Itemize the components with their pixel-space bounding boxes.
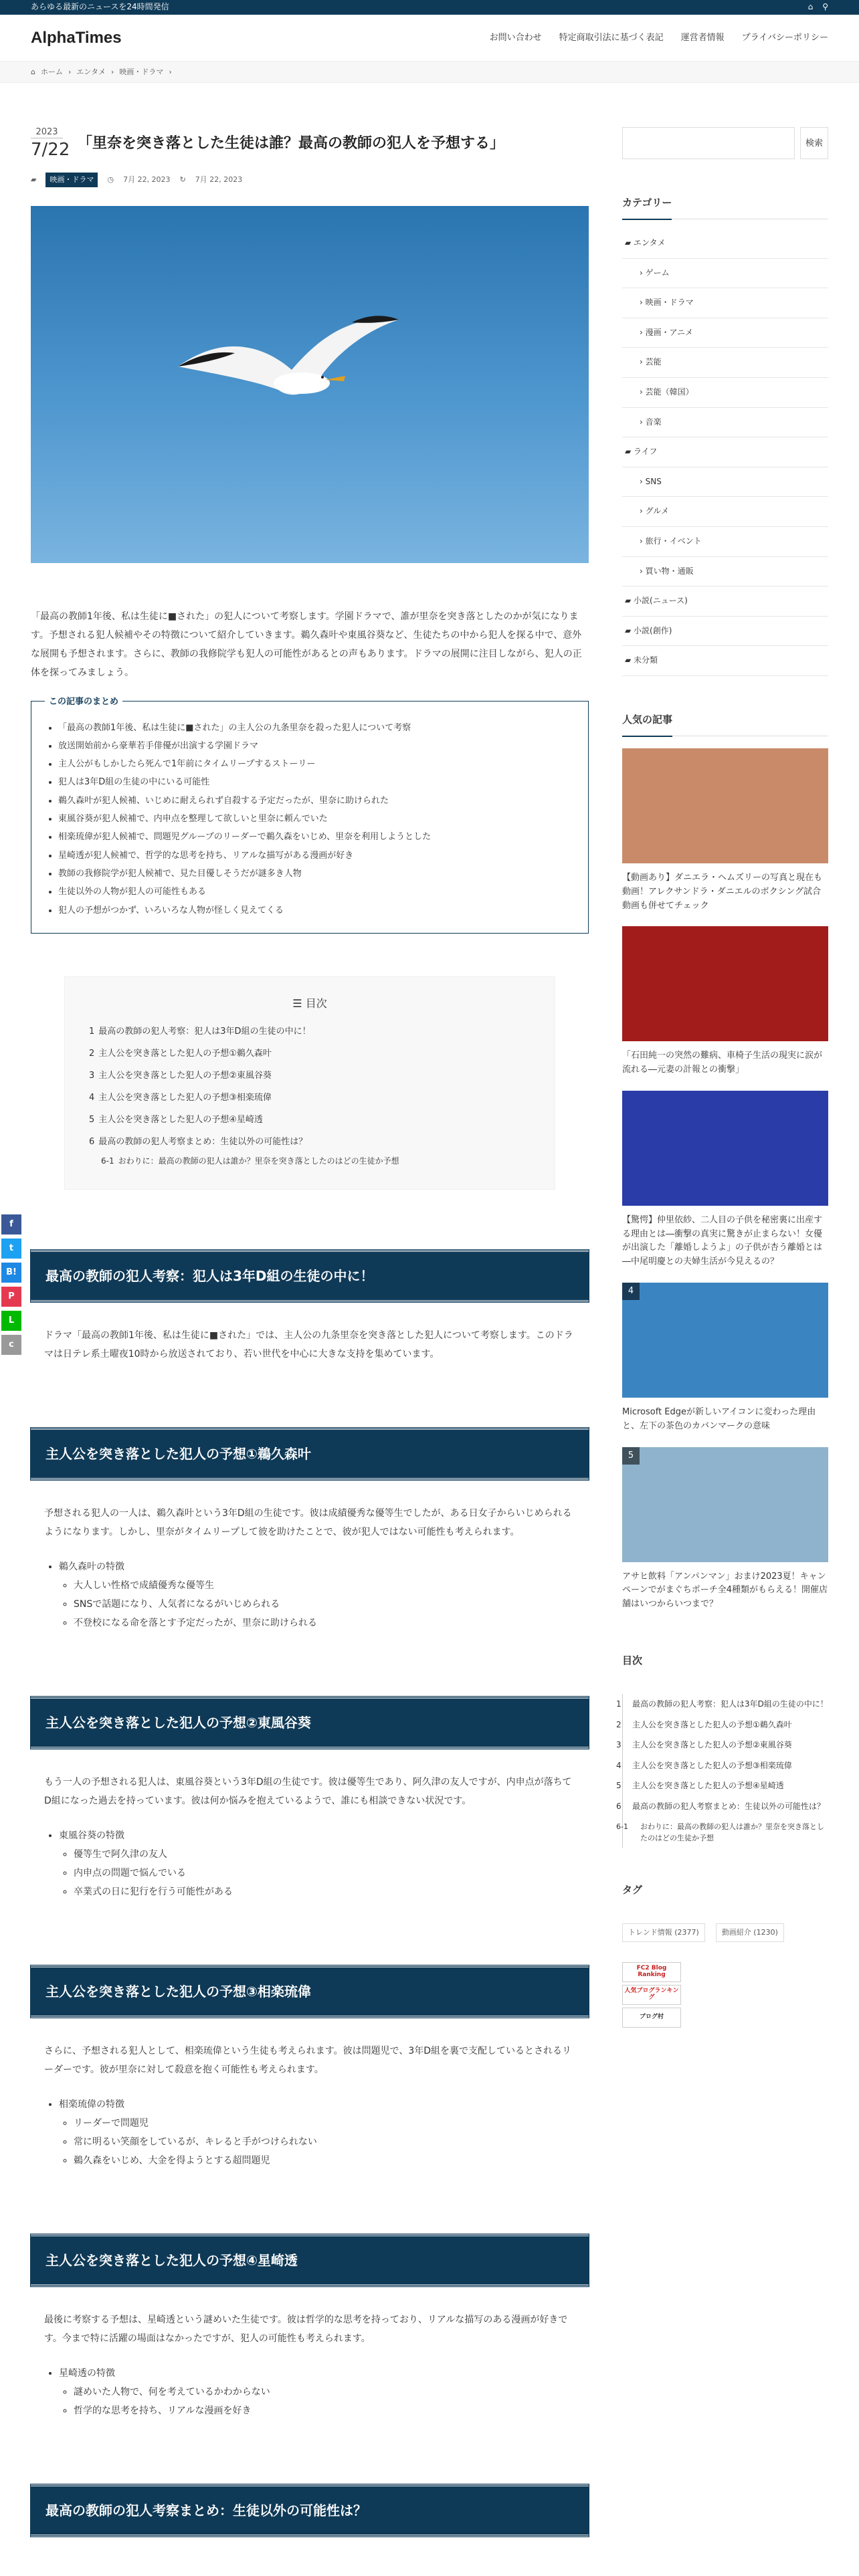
search-icon[interactable]: ⚲: [822, 2, 828, 12]
summary-item: • 星崎透が犯人候補で、哲学的な思考を持ち、リアルな描写がある漫画が好き: [58, 847, 575, 865]
section-text-2: 予想される犯人の一人は、鵜久森叶という3年D組の生徒です。彼は成績優秀な優等生でしたが、ある日女子からいじめられるようになります。しかし、里奈がタイムリープして彼を助けたことで、彼が犯人ではない可能性も考えられます。: [44, 1508, 572, 1538]
popular-thumbnail[interactable]: [622, 1283, 828, 1398]
summary-item: • 放送開始前から豪華若手俳優が出演する学園ドラマ: [58, 737, 575, 755]
sidebar-category-item[interactable]: [622, 318, 828, 348]
post-meta: [31, 173, 589, 187]
toc-number: 3: [89, 1070, 95, 1081]
sidebar-category-item[interactable]: [622, 586, 828, 617]
chevron-right-icon: ›: [640, 417, 646, 427]
breadcrumb: [0, 62, 859, 83]
popular-thumbnail[interactable]: [622, 1091, 828, 1206]
list-item: ◦ 常に明るい笑顔をしているが、キレると手がつけられない: [74, 2133, 575, 2151]
facebook-icon[interactable]: f: [1, 1214, 21, 1235]
list-icon: ☰: [292, 996, 306, 1010]
category-label: SNS: [645, 476, 662, 486]
toc-item[interactable]: [89, 1109, 531, 1131]
chevron-right-icon: ›: [640, 327, 646, 337]
section-heading-6: 最高の教師の犯人考察まとめ：生徒以外の可能性は？: [31, 2484, 589, 2537]
toc-item[interactable]: [89, 1065, 531, 1087]
section-text-3: もう一人の予想される犯人は、東風谷葵という3年D組の生徒です。彼は優等生であり、阿久津の友人ですが、内申点が落ちてD組になった過去を持っています。彼は何か悩みを抱えているようで、誰にも相談できない状況です。: [44, 1777, 572, 1807]
toc-list: [89, 1021, 531, 1170]
section-text-5: 最後に考察する予想は、星崎透という謎めいた生徒です。彼は哲学的な思考を持っており、リアルな描写のある漫画が好きです。今まで特に活躍の場面はなかったですが、犯人の可能性も考えられます。: [44, 2315, 568, 2345]
breadcrumb-entame[interactable]: エンタメ: [76, 67, 106, 76]
toc-label: 最高の教師の犯人考察：犯人は3年D組の生徒の中に！: [632, 1699, 828, 1709]
category-label: グルメ: [645, 506, 669, 516]
twitter-icon[interactable]: t: [1, 1239, 21, 1259]
sidebar-category-item[interactable]: [622, 497, 828, 527]
folder-icon: ▰: [625, 655, 634, 665]
feature-title: 鵜久森叶の特徴: [59, 1562, 124, 1573]
feature-list-2: [31, 1558, 589, 1632]
post-monthday: 7/22: [31, 138, 63, 160]
toc-label: 最高の教師の犯人考察まとめ：生徒以外の可能性は？: [632, 1802, 826, 1812]
summary-label: この記事のまとめ: [45, 694, 122, 710]
feature-list-5: [31, 2364, 589, 2420]
refresh-icon: ↻: [179, 175, 186, 184]
section-text-4: さらに、予想される犯人として、相楽琉偉という生徒も考えられます。彼は問題児で、3年D組を裏で支配しているとされるリーダーです。彼が里奈に対して殺意を抱く可能性も考えられます。: [44, 2046, 572, 2076]
section-heading-2: 主人公を突き落とした犯人の予想①鵜久森叶: [31, 1428, 589, 1480]
summary-item: • 相楽琉偉が犯人候補で、問題児グループのリーダーで鵜久森をいじめ、里奈を利用しようとした: [58, 828, 575, 846]
sidebar-toc-item[interactable]: [616, 1817, 828, 1848]
toc-label: 主人公を突き落とした犯人の予想②東風谷葵: [98, 1070, 272, 1081]
popular-heading: 人気の記事: [622, 711, 672, 737]
popular-item[interactable]: [622, 926, 828, 1077]
chevron-right-icon: ›: [640, 506, 646, 516]
breadcrumb-drama[interactable]: 映画・ドラマ: [119, 67, 164, 76]
summary-item: • 生徒以外の人物が犯人の可能性もある: [58, 883, 575, 901]
section-heading-3: 主人公を突き落とした犯人の予想②東風谷葵: [31, 1697, 589, 1749]
category-label: 小説(創作): [634, 625, 672, 635]
category-label: ゲーム: [645, 267, 670, 278]
toc-label: 主人公を突き落とした犯人の予想③相楽琉偉: [98, 1093, 272, 1103]
chevron-right-icon: ›: [640, 476, 646, 486]
site-logo[interactable]: AlphaTimes: [31, 28, 122, 47]
list-item: ◦ 謎めいた人物で、何を考えているかわからない: [74, 2383, 575, 2401]
sidebar-category-item[interactable]: [622, 557, 828, 587]
feature-list-3: [31, 1826, 589, 1901]
toc-label: おわりに：最高の教師の犯人は誰か？里奈を突き落としたのはどの生徒か予想: [640, 1822, 824, 1842]
blogmura-badge[interactable]: ブログ村: [622, 2008, 681, 2028]
nav-tokushoho[interactable]: 特定商取引法に基づく表記: [559, 32, 664, 43]
popular-item[interactable]: [622, 748, 828, 913]
sidebar-toc-item[interactable]: [616, 1694, 828, 1715]
nav-privacy[interactable]: プライバシーポリシー: [741, 32, 828, 43]
nav-operator[interactable]: 運営者情報: [680, 32, 725, 43]
section-heading-1: 最高の教師の犯人考察：犯人は3年D組の生徒の中に！: [31, 1250, 589, 1302]
tag-trend[interactable]: トレンド情報 (2377): [622, 1923, 705, 1942]
toc-item[interactable]: [89, 1043, 531, 1065]
chevron-right-icon: ›: [640, 357, 646, 367]
chevron-right-icon: ›: [640, 387, 646, 397]
summary-item: • 教師の我修院学が犯人候補で、見た目優しそうだが謎多き人物: [58, 865, 575, 883]
category-label: エンタメ: [634, 238, 666, 247]
site-tagline: あらゆる最新のニュースを24時間発信: [31, 2, 169, 12]
toc-number: 4: [616, 1760, 622, 1770]
popular-list: [622, 748, 828, 1612]
sidebar: [616, 83, 828, 2537]
section-text-1: ドラマ「最高の教師1年後、私は生徒に■された」では、主人公の九条里奈を突き落とした犯人について考察します。このドラマは日テレ系土曜夜10時から放送されており、若い世代を中心に大きな支持を集めています。: [44, 1330, 573, 1360]
category-list: [622, 229, 828, 676]
list-item: ◦ 哲学的な思考を持ち、リアルな漫画を好き: [74, 2401, 575, 2420]
feature-list-4: [31, 2095, 589, 2170]
section-heading-4: 主人公を突き落とした犯人の予想③相楽琉偉: [31, 1965, 589, 2018]
categories-heading: カテゴリー: [622, 194, 672, 220]
popular-title[interactable]: アサヒ飲料「アンパンマン」おまけ2023夏！キャンペーンでがまぐちポーチ全4種類がもらえる！開催店舗はいつからいつまで？: [622, 1571, 828, 1610]
toc-label: 主人公を突き落とした犯人の予想④星崎透: [98, 1115, 263, 1125]
popular-thumbnail[interactable]: [622, 926, 828, 1041]
category-badge[interactable]: 映画・ドラマ: [45, 173, 98, 187]
sidebar-category-item[interactable]: [622, 437, 828, 467]
list-item: ◦ 鵜久森をいじめ、大金を得ようとする超問題児: [74, 2151, 575, 2170]
sidebar-category-item[interactable]: [622, 348, 828, 378]
search-input[interactable]: [622, 127, 795, 159]
sidebar-toc-item[interactable]: [616, 1755, 828, 1776]
popular-thumbnail[interactable]: [622, 1447, 828, 1562]
toc-number: 2: [89, 1048, 95, 1059]
toc-item[interactable]: [89, 1153, 531, 1169]
toc-number: 3: [616, 1740, 622, 1750]
sidebar-toc: [616, 1694, 828, 1848]
chevron-right-icon: ›: [640, 536, 646, 546]
toc-number: 6: [89, 1137, 95, 1148]
page-title: 「里奈を突き落とした生徒は誰？最高の教師の犯人を予想する」: [78, 135, 505, 152]
home-icon: ⌂: [31, 67, 35, 76]
feature-title: 東風谷葵の特徴: [59, 1830, 124, 1842]
sidebar-toc-item[interactable]: [616, 1715, 828, 1735]
feature-title: 相楽琉偉の特徴: [59, 2099, 124, 2111]
sidebar-category-item[interactable]: [622, 617, 828, 647]
category-label: 買い物・通販: [645, 566, 694, 576]
toc-label: 主人公を突き落とした犯人の予想①鵜久森叶: [632, 1719, 792, 1729]
tags-heading: タグ: [622, 1883, 643, 1896]
toc-label: 主人公を突き落とした犯人の予想①鵜久森叶: [98, 1048, 272, 1059]
folder-icon: ▰: [625, 447, 634, 457]
seagull-icon: [31, 206, 589, 563]
site-header: [0, 15, 859, 62]
popular-title[interactable]: Microsoft Edgeが新しいアイコンに変わった理由と、左下の茶色のカバンマークの意味: [622, 1407, 816, 1431]
breadcrumb-home[interactable]: ホーム: [40, 67, 63, 76]
blog-ranking-badge[interactable]: 人気ブログランキング: [622, 1985, 681, 2005]
pocket-icon[interactable]: P: [1, 1287, 21, 1307]
chevron-right-icon: ›: [110, 67, 114, 76]
toc-item[interactable]: [89, 1087, 531, 1109]
line-icon[interactable]: L: [1, 1311, 21, 1331]
toc-number: 1: [616, 1699, 622, 1709]
hatena-icon[interactable]: B!: [1, 1263, 21, 1283]
sidebar-category-item[interactable]: [622, 467, 828, 498]
fc2-ranking-badge[interactable]: FC2 Blog Ranking: [622, 1962, 681, 1982]
popular-item[interactable]: [622, 1447, 828, 1612]
summary-item: • 鵜久森叶が犯人候補、いじめに耐えられず自殺する予定だったが、里奈に助けられた: [58, 792, 575, 810]
section-heading-5: 主人公を突き落とした犯人の予想④星崎透: [31, 2234, 589, 2286]
updated-date: 7月 22, 2023: [195, 175, 243, 184]
category-label: 音楽: [645, 417, 662, 427]
sidebar-category-item[interactable]: [622, 288, 828, 318]
summary-item: • 東風谷葵が犯人候補で、内申点を整理して欲しいと里奈に頼んでいた: [58, 810, 575, 828]
category-label: 芸能: [645, 357, 662, 367]
search-button[interactable]: 検索: [800, 127, 828, 159]
chevron-right-icon: ›: [68, 67, 72, 76]
sidebar-category-item[interactable]: [622, 408, 828, 438]
popular-title[interactable]: 【驚愕】仲里依紗、二人目の子供を秘密裏に出産する理由とは―衝撃の真実に驚きが止まらない！女優が出演した「離婚しようよ」の子供が杏う離婚とは―中尾明慶との夫婦生活が今見えるの？: [622, 1214, 823, 1267]
toc-number: 6-1: [101, 1156, 114, 1166]
tag-cloud: [622, 1923, 828, 1942]
folder-icon: ▰: [625, 238, 634, 247]
popular-item[interactable]: [622, 1091, 828, 1269]
popular-rank: 5: [622, 1447, 640, 1465]
toc-number: 1: [89, 1026, 95, 1037]
category-label: 映画・ドラマ: [645, 298, 694, 308]
sidebar-search: [622, 127, 828, 159]
chevron-right-icon: ›: [640, 267, 646, 278]
folder-icon: ▰: [625, 625, 634, 635]
summary-item: • 犯人は3年D組の生徒の中にいる可能性: [58, 773, 575, 791]
list-item: ◦ リーダーで問題児: [74, 2114, 575, 2133]
category-label: 芸能（韓国）: [645, 387, 694, 397]
list-item: ◦ 内申点の問題で悩んでいる: [74, 1864, 575, 1883]
toc-item[interactable]: [89, 1131, 531, 1153]
sidebar-toc-item[interactable]: [616, 1796, 828, 1817]
category-label: 旅行・イベント: [645, 536, 702, 546]
published-date: 7月 22, 2023: [123, 175, 171, 184]
summary-item: • 主人公がもしかしたら死んで1年前にタイムリープするストーリー: [58, 755, 575, 773]
popular-title[interactable]: 「石田純一の突然の難病、車椅子生活の現実に涙が流れる―元妻の計報との衝撃」: [622, 1051, 823, 1075]
sidebar-category-item[interactable]: [622, 378, 828, 408]
toc-number: 5: [89, 1115, 95, 1125]
chevron-right-icon: ›: [640, 298, 646, 308]
toc-number: 6-1: [616, 1822, 628, 1831]
popular-thumbnail[interactable]: [622, 748, 828, 863]
list-item: ◦ 優等生で阿久津の友人: [74, 1845, 575, 1864]
share-bar: [1, 1214, 21, 1355]
top-bar: [0, 0, 859, 15]
toc-label: 主人公を突き落とした犯人の予想②東風谷葵: [632, 1740, 792, 1750]
home-icon[interactable]: ⌂: [807, 2, 814, 12]
list-item: ◦ SNSで話題になり、人気者になるがいじめられる: [74, 1595, 575, 1614]
folder-icon: ▰: [31, 175, 37, 184]
toc-label: 主人公を突き落とした犯人の予想③相楽琉偉: [632, 1760, 792, 1770]
sidebar-category-item[interactable]: [622, 229, 828, 259]
chevron-right-icon: ›: [640, 566, 646, 576]
nav-contact[interactable]: お問い合わせ: [489, 32, 542, 43]
hero-image: [31, 206, 589, 563]
sidebar-category-item[interactable]: [622, 259, 828, 289]
summary-box: [31, 696, 589, 934]
toc-number: 2: [616, 1719, 622, 1729]
popular-item[interactable]: [622, 1283, 828, 1434]
sidebar-toc-item[interactable]: [616, 1776, 828, 1796]
toc-item[interactable]: [89, 1021, 531, 1043]
popular-title[interactable]: 【動画あり】ダニエラ・ヘムズリーの写真と現在も動画！アレクサンドラ・ダニエルのボクシング試合動画も併せてチェック: [622, 872, 823, 911]
toc-number: 6: [616, 1802, 622, 1812]
ranking-badges: [622, 1962, 828, 2028]
chevron-right-icon: ›: [169, 67, 172, 76]
list-item: ◦ 不登校になる命を落とす予定だったが、里奈に助けられる: [74, 1614, 575, 1632]
copy-icon[interactable]: c: [1, 1335, 21, 1355]
popular-rank: 4: [622, 1283, 640, 1300]
list-item: ◦ 大人しい性格で成績優秀な優等生: [74, 1576, 575, 1595]
global-nav: [490, 30, 828, 45]
sidebar-category-item[interactable]: [622, 646, 828, 676]
category-label: ライフ: [634, 447, 658, 457]
toc-title: 目次: [305, 996, 327, 1010]
post-date-box: [31, 127, 70, 160]
toc-label: おわりに：最高の教師の犯人は誰か？里奈を突き落としたのはどの生徒か予想: [118, 1156, 399, 1166]
summary-item: • 「最高の教師1年後、私は生徒に■された」の主人公の九条里奈を殺った犯人について考察: [58, 719, 575, 737]
sidebar-category-item[interactable]: [622, 527, 828, 557]
list-item: ◦ 卒業式の日に犯行を行う可能性がある: [74, 1883, 575, 1901]
category-label: 小説(ニュース): [634, 596, 688, 606]
intro-paragraph: 「最高の教師1年後、私は生徒に■された」の犯人について考察します。学園ドラマで、誰が里奈を突き落としたのかが気になります。予想される犯人候補やその特徴について紹介していきます。鵜久森叶や東風谷葵など、生徒たちの中から犯人を探る中で、意外な展開も予想されます。さらに、教師の我修院学も犯人の可能性があるとの声もあります。ドラマの展開に注目しながら、犯人の正体を探ってみましょう。: [31, 611, 582, 678]
summary-item: • 犯人の予想がつかず、いろいろな人物が怪しく見えてくる: [58, 901, 575, 920]
post-year: 2023: [35, 127, 58, 137]
sidebar-toc-heading: 目次: [622, 1654, 643, 1667]
category-label: 漫画・アニメ: [645, 327, 694, 337]
toc-number: 5: [616, 1781, 622, 1791]
summary-list: [58, 719, 575, 920]
toc-label: 最高の教師の犯人考察まとめ：生徒以外の可能性は？: [98, 1137, 308, 1148]
toc-label: 最高の教師の犯人考察：犯人は3年D組の生徒の中に！: [98, 1026, 311, 1037]
toc-number: 4: [89, 1093, 95, 1103]
article-main: [31, 83, 589, 2537]
feature-title: 星崎透の特徴: [59, 2368, 115, 2379]
folder-icon: ▰: [625, 596, 634, 606]
tag-video[interactable]: 動画紹介 (1230): [716, 1923, 784, 1942]
sidebar-toc-item[interactable]: [616, 1735, 828, 1755]
clock-icon: ◷: [107, 175, 114, 184]
toc-label: 主人公を突き落とした犯人の予想④星崎透: [632, 1781, 784, 1791]
category-label: 未分類: [634, 655, 658, 665]
table-of-contents: [64, 976, 555, 1190]
